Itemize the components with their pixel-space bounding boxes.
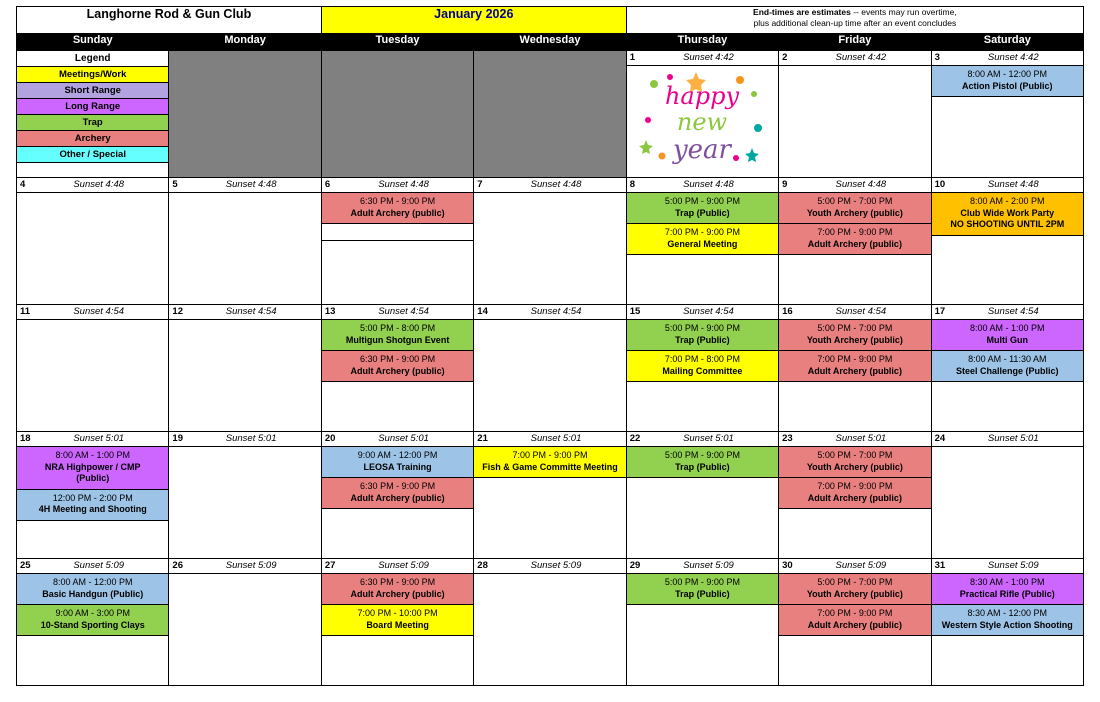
event-entry[interactable] [779,478,930,509]
event-name: Multigun Shotgun Event [345,334,450,345]
sunset-time: Sunset 5:09 [530,560,582,571]
day-events [322,320,473,382]
event-time: 6:30 PM - 9:00 PM [360,354,436,365]
day-cell-25[interactable] [17,559,169,686]
event-entry[interactable] [779,224,930,255]
event-entry[interactable] [627,224,778,255]
day-cell-27[interactable] [321,559,473,686]
day-cell-29[interactable] [626,559,778,686]
event-time: 5:00 PM - 9:00 PM [664,577,740,587]
day-header [17,305,168,320]
event-time: 5:00 PM - 8:00 PM [360,323,436,333]
event-name-2: NO SHOOTING UNTIL 2PM [950,219,1065,230]
notes-line-1: End-times are estimates [753,7,851,17]
day-number: 1 [629,52,636,63]
day-number: 18 [20,433,31,444]
legend-item-meetings-work: Meetings/Work [17,67,168,83]
sunset-time: Sunset 5:01 [987,433,1039,444]
event-time: 6:30 PM - 9:00 PM [360,577,436,587]
event-entry[interactable] [17,490,168,521]
event-name: Youth Archery (public) [806,334,903,345]
day-events [627,66,778,168]
event-time: 5:00 PM - 7:00 PM [817,577,893,587]
day-header [779,432,930,447]
sunset-time: Sunset 4:48 [835,179,887,190]
day-cell-17[interactable] [931,305,1083,432]
day-number: 14 [477,306,488,317]
sunset-time: Sunset 4:42 [683,52,734,63]
event-name: Adult Archery (public) [807,365,902,376]
event-time: 7:00 PM - 9:00 PM [817,354,893,365]
event-entry[interactable] [322,447,473,478]
day-cell-14[interactable] [474,305,626,432]
svg-text:new: new [677,108,728,136]
day-cell-23[interactable] [779,432,931,559]
day-header [779,51,930,66]
weekday-sunday: Sunday [17,34,169,51]
day-events [932,320,1083,382]
sunset-time: Sunset 5:09 [225,560,277,571]
event-entry[interactable] [322,320,473,351]
event-entry[interactable] [779,193,930,224]
day-header [932,178,1083,193]
event-time: 12:00 PM - 2:00 PM [52,492,133,503]
event-name: Board Meeting [366,619,429,630]
day-number: 8 [629,179,636,190]
event-name: Adult Archery (public) [807,492,902,503]
event-time: 8:30 AM - 12:00 PM [967,608,1048,619]
sunset-time: Sunset 5:09 [987,560,1039,571]
day-cell-26[interactable] [169,559,321,686]
event-entry[interactable] [779,574,930,605]
month-title: January 2026 [321,7,626,34]
day-events [322,193,473,241]
legend-item-trap: Trap [17,115,168,131]
event-time: 6:30 PM - 9:00 PM [360,481,436,492]
day-events [932,574,1083,636]
day-cell-15[interactable] [626,305,778,432]
day-header [627,51,778,66]
event-time: 8:00 AM - 1:00 PM [55,450,130,460]
event-name: Youth Archery (public) [806,461,903,472]
event-time: 7:00 PM - 9:00 PM [512,450,588,460]
sunset-time: Sunset 5:01 [530,433,582,444]
day-number: 30 [782,560,793,571]
event-name: Basic Handgun (Public) [42,588,144,599]
calendar-week-row [17,305,1084,432]
day-cell-18[interactable] [17,432,169,559]
event-entry[interactable] [627,447,778,478]
event-entry[interactable] [932,605,1083,636]
legend-item-archery: Archery [17,131,168,147]
event-name: Trap (Public) [675,588,730,599]
day-number: 25 [20,560,31,571]
event-name: Mailing Committee [662,365,743,376]
day-header [17,559,168,574]
event-time: 7:00 PM - 9:00 PM [817,608,893,619]
day-cell-5[interactable] [169,178,321,305]
calendar-week-row [17,559,1084,686]
day-header [932,51,1083,66]
day-number: 17 [934,306,946,317]
event-time: 5:00 PM - 7:00 PM [817,323,893,333]
event-name: 4H Meeting and Shooting [38,504,147,515]
day-header [169,559,320,574]
day-header [627,178,778,193]
day-events [627,193,778,255]
event-entry[interactable] [17,574,168,605]
sunset-time: Sunset 4:42 [835,52,887,63]
day-header [779,305,930,320]
day-number: 20 [324,433,336,444]
day-header [627,432,778,447]
event-entry[interactable] [779,320,930,351]
event-name: Western Style Action Shooting [941,619,1073,630]
day-cell-4[interactable] [17,178,169,305]
event-entry[interactable] [322,605,473,636]
day-cell-28[interactable] [474,559,626,686]
day-header [627,305,778,320]
day-number: 21 [477,433,488,444]
sunset-time: Sunset 5:09 [683,560,734,571]
event-time: 6:30 PM - 9:00 PM [360,196,436,206]
sunset-time: Sunset 5:01 [73,433,125,444]
happy-new-year-graphic [636,68,768,168]
weekday-saturday: Saturday [931,34,1083,51]
event-name: NRA Highpower / CMP [44,461,141,472]
day-cell-13[interactable] [321,305,473,432]
day-number: 9 [782,179,788,190]
event-entry[interactable] [932,351,1083,382]
event-name: Steel Challenge (Public) [956,365,1059,376]
day-header [474,305,625,320]
day-cell-1[interactable] [626,51,778,178]
sunset-time: Sunset 4:48 [987,179,1039,190]
event-entry[interactable] [779,605,930,636]
day-events [322,574,473,636]
day-number: 10 [934,179,946,190]
event-name: Adult Archery (public) [350,588,445,599]
event-name: Trap (Public) [675,207,730,218]
event-time: 8:00 AM - 12:00 PM [52,577,133,587]
event-name: Club Wide Work Party [960,207,1055,218]
day-header [322,559,473,574]
sunset-time: Sunset 5:01 [683,433,734,444]
weekday-tuesday: Tuesday [321,34,473,51]
club-title: Langhorne Rod & Gun Club [17,7,322,34]
calendar-week-row [17,51,1084,178]
sunset-time: Sunset 4:54 [987,306,1039,317]
day-header [932,432,1083,447]
svg-text:happy: happy [665,82,740,110]
day-number: 13 [324,306,336,317]
day-header [17,432,168,447]
event-name: Adult Archery (public) [807,238,902,249]
event-entry[interactable] [932,66,1083,97]
day-cell-9[interactable] [779,178,931,305]
event-spacer [322,224,473,241]
event-name: Trap (Public) [675,334,730,345]
event-time: 5:00 PM - 7:00 PM [817,196,893,206]
day-number: 27 [324,560,336,571]
sunset-time: Sunset 4:54 [683,306,734,317]
day-number: 23 [782,433,793,444]
event-time: 7:00 PM - 10:00 PM [357,608,438,619]
day-number: 2 [782,52,788,63]
legend-title: Legend [17,51,168,67]
event-name-2: (Public) [76,473,110,484]
event-time: 8:00 AM - 11:30 AM [968,354,1047,365]
event-time: 8:00 AM - 1:00 PM [970,323,1045,333]
day-number: 22 [629,433,641,444]
event-entry[interactable] [322,478,473,509]
day-events [627,320,778,382]
event-entry[interactable] [932,574,1083,605]
day-cell-21[interactable] [474,432,626,559]
day-cell-10[interactable] [931,178,1083,305]
day-header [169,305,320,320]
day-number: 7 [477,179,483,190]
event-time: 8:00 AM - 2:00 PM [970,196,1045,206]
event-name: Youth Archery (public) [806,588,903,599]
event-entry[interactable] [322,351,473,382]
event-name: Adult Archery (public) [350,365,445,376]
event-time: 8:30 AM - 1:00 PM [970,577,1045,587]
empty-day-cell [474,51,626,178]
day-cell-8[interactable] [626,178,778,305]
day-events [322,447,473,509]
day-cell-22[interactable] [626,432,778,559]
day-number: 19 [172,433,183,444]
day-cell-6[interactable] [321,178,473,305]
day-number: 15 [629,306,641,317]
day-cell-31[interactable] [931,559,1083,686]
event-time: 7:00 PM - 9:00 PM [817,227,893,238]
sunset-time: Sunset 5:01 [378,433,429,444]
calendar-title-row [17,7,1084,34]
sunset-time: Sunset 4:48 [378,179,429,190]
svg-text:year: year [673,135,732,165]
sunset-time: Sunset 5:09 [835,560,887,571]
event-name: Action Pistol (Public) [962,80,1053,91]
day-header [169,178,320,193]
sunset-time: Sunset 4:48 [530,179,582,190]
day-cell-20[interactable] [321,432,473,559]
day-header [474,559,625,574]
event-entry[interactable] [779,447,930,478]
event-entry[interactable] [17,447,168,490]
day-header [779,559,930,574]
weekday-friday: Friday [779,34,931,51]
day-events [779,320,930,382]
event-time: 7:00 PM - 9:00 PM [817,481,893,492]
calendar-table [16,6,1084,686]
day-header [932,305,1083,320]
day-events [932,66,1083,97]
event-name: Trap (Public) [675,461,730,472]
calendar-week-row [17,432,1084,559]
weekday-monday: Monday [169,34,321,51]
sunset-time: Sunset 4:42 [987,52,1039,63]
event-time: 5:00 PM - 7:00 PM [817,450,893,460]
event-entry[interactable] [627,320,778,351]
event-time: 7:00 PM - 9:00 PM [664,227,740,238]
day-number: 5 [172,179,178,190]
day-cell-19[interactable] [169,432,321,559]
day-header [322,305,473,320]
day-number: 31 [934,560,946,571]
sunset-time: Sunset 4:54 [530,306,582,317]
day-cell-24[interactable] [931,432,1083,559]
sunset-time: Sunset 5:09 [378,560,429,571]
day-header [627,559,778,574]
day-events [474,447,625,478]
day-events [627,574,778,605]
event-name: Youth Archery (public) [806,207,903,218]
event-entry[interactable] [627,193,778,224]
day-number: 29 [629,560,641,571]
day-number: 28 [477,560,488,571]
day-events [627,447,778,478]
event-name: Fish & Game Committe Meeting [482,461,618,472]
empty-day-cell [321,51,473,178]
day-number: 4 [20,179,26,190]
calendar-week-row [17,178,1084,305]
day-number: 11 [20,306,31,317]
day-events [779,574,930,636]
day-events [932,193,1083,236]
calendar-notes [626,7,1083,34]
event-name: General Meeting [667,238,738,249]
event-entry[interactable] [627,351,778,382]
day-events [779,447,930,509]
day-events [779,193,930,255]
event-entry[interactable] [932,320,1083,351]
day-header [169,432,320,447]
event-entry[interactable] [474,447,625,478]
notes-line-2: plus additional clean-up time after an event concludes [753,18,957,29]
event-name: Practical Rifle (Public) [959,588,1055,599]
day-header [779,178,930,193]
sunset-time: Sunset 5:01 [225,433,277,444]
day-cell-11[interactable] [17,305,169,432]
event-time: 9:00 AM - 12:00 PM [357,450,438,460]
day-cell-7[interactable] [474,178,626,305]
day-number: 24 [934,433,946,444]
legend-item-other-special: Other / Special [17,147,168,163]
day-events [17,574,168,636]
day-header [17,178,168,193]
legend-box [17,51,169,178]
day-cell-2[interactable] [779,51,931,178]
event-entry[interactable] [322,193,473,224]
day-number: 26 [172,560,183,571]
legend-item-long-range: Long Range [17,99,168,115]
day-number: 3 [934,52,940,63]
sunset-time: Sunset 4:48 [225,179,277,190]
day-number: 6 [324,179,331,190]
sunset-time: Sunset 4:54 [225,306,277,317]
event-entry[interactable] [932,193,1083,236]
sunset-time: Sunset 4:48 [73,179,125,190]
event-name: Adult Archery (public) [350,207,445,218]
event-time: 8:00 AM - 12:00 PM [967,69,1048,79]
event-entry[interactable] [627,574,778,605]
day-cell-16[interactable] [779,305,931,432]
event-time: 5:00 PM - 9:00 PM [664,323,740,333]
event-name: Adult Archery (public) [350,492,445,503]
sunset-time: Sunset 5:01 [835,433,887,444]
legend-item-short-range: Short Range [17,83,168,99]
day-number: 16 [782,306,793,317]
event-name: LEOSA Training [363,461,432,472]
event-entry[interactable] [17,605,168,636]
event-name: Adult Archery (public) [807,619,902,630]
weekday-header-row [17,34,1084,51]
day-events [17,447,168,521]
day-header [932,559,1083,574]
event-time: 5:00 PM - 9:00 PM [664,196,740,206]
empty-day-cell [169,51,321,178]
weekday-thursday: Thursday [626,34,778,51]
day-cell-3[interactable] [931,51,1083,178]
day-header [322,178,473,193]
sunset-time: Sunset 4:48 [683,179,734,190]
day-cell-30[interactable] [779,559,931,686]
day-header [474,432,625,447]
new-year-image [627,66,778,168]
event-time: 7:00 PM - 8:00 PM [664,354,740,365]
event-entry[interactable] [322,574,473,605]
notes-line-1-light: -- events may run overtime, [850,7,957,17]
event-time: 5:00 PM - 9:00 PM [664,450,740,460]
event-entry[interactable] [779,351,930,382]
sunset-time: Sunset 4:54 [378,306,429,317]
event-name: 10-Stand Sporting Clays [40,619,145,630]
sunset-time: Sunset 5:09 [73,560,125,571]
day-cell-12[interactable] [169,305,321,432]
event-time: 9:00 AM - 3:00 PM [55,608,130,619]
day-header [474,178,625,193]
day-header [322,432,473,447]
sunset-time: Sunset 4:54 [835,306,887,317]
weekday-wednesday: Wednesday [474,34,626,51]
event-name: Multi Gun [986,334,1029,345]
sunset-time: Sunset 4:54 [73,306,125,317]
day-number: 12 [172,306,183,317]
